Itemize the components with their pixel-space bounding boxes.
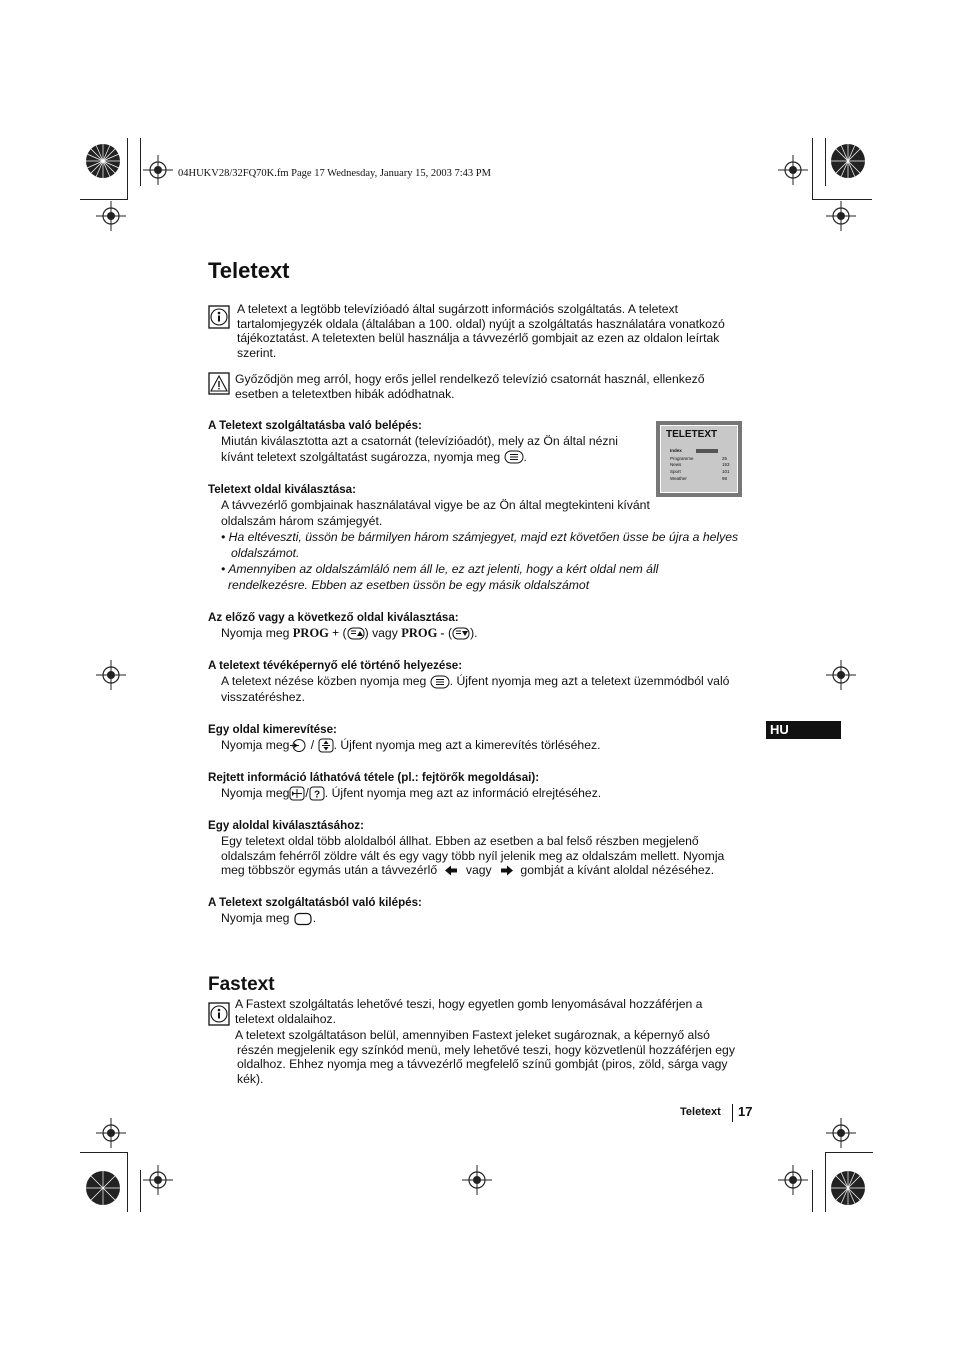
fastext-text-1: A Fastext szolgáltatás lehetővé teszi, hogy egyetlen gomb lenyomásával hozzáférjen a teletext oldalaihoz. xyxy=(235,997,703,1026)
registration-crosshair-icon xyxy=(96,1118,126,1148)
registration-crosshair-icon xyxy=(96,660,126,690)
section-heading-exit: A Teletext szolgáltatásból való kilépés: xyxy=(208,896,422,909)
footer-section-label: Teletext xyxy=(680,1106,721,1118)
registration-crosshair-icon xyxy=(462,1165,492,1195)
language-tab: HU xyxy=(766,721,841,739)
registration-crosshair-icon xyxy=(143,1165,173,1195)
page-number: 17 xyxy=(738,1104,753,1119)
section-text-enter: Miután kiválasztotta azt a csatornát (televízióadót), mely az Ön által nézni kívánt teletext szolgáltatást sugározza, nyomja meg . xyxy=(221,434,618,464)
file-info: 04HUKV28/32FQ70K.fm Page 17 Wednesday, January 15, 2003 7:43 PM xyxy=(178,168,491,179)
section-text-subpage: Egy teletext oldal több aloldalból állhat. Ebben az esetben a bal felső részben megjelenő oldalszám fehérről zöldre vált és egy vagy több nyíl jelenik meg az oldalszám mellett. Nyomja meg többször egymás után a távvezérlő vagy gombját a kívánt aloldal nézéséhez. xyxy=(221,834,725,878)
freeze-button-icon xyxy=(318,738,334,753)
teletext-button-icon xyxy=(504,450,524,464)
registration-crosshair-icon xyxy=(826,1118,856,1148)
fastext-text-2: A teletext szolgáltatáson belül, amennyiben Fastext jeleket sugároznak, a képernyő alsó részén megjelenik egy színkód menü, mely lehetővé teszi, hogy közvetlenül hozzáférjen egy oldalhoz. Ehhez nyomja meg a távvezérlő megfelelő színű gombját (piros, zöld, sárga vagy kék). xyxy=(235,1028,735,1086)
teletext-screen-row: News xyxy=(670,462,682,467)
registration-sunburst-icon xyxy=(830,143,866,179)
section-title-fastext: Fastext xyxy=(208,974,275,995)
teletext-screen-row: Sport xyxy=(670,469,681,474)
section-text-prev-next: Nyomja meg PROG + ( ) vagy PROG - ( ). xyxy=(221,626,478,640)
registration-sunburst-icon xyxy=(830,1170,866,1206)
arrow-left-icon xyxy=(441,864,463,877)
bullet-item: • Ha eltéveszti, üssön be bármilyen három számjegyet, majd ezt követően üsse be újra a helyes oldalszámot. xyxy=(221,530,739,560)
section-text-freeze: Nyomja meg / . Újfent nyomja meg azt a kimerevítés törléséhez. xyxy=(221,738,601,752)
section-heading-prev-next: Az előző vagy a következő oldal kiválasztása: xyxy=(208,611,459,624)
registration-crosshair-icon xyxy=(778,1165,808,1195)
registration-crosshair-icon xyxy=(826,660,856,690)
svg-text:?: ? xyxy=(313,789,320,801)
tv-button-icon xyxy=(293,912,313,926)
section-heading-subpage: Egy aloldal kiválasztásához: xyxy=(208,819,364,832)
info-icon xyxy=(208,1002,230,1026)
info-icon xyxy=(208,305,230,329)
warning-icon xyxy=(208,372,230,395)
page-title: Teletext xyxy=(208,258,290,283)
hold-button-icon xyxy=(289,738,307,753)
section-text-overlay: A teletext nézése közben nyomja meg . Újfent nyomja meg azt a teletext üzemmódból való visszatéréshez. xyxy=(221,674,730,704)
section-heading-reveal: Rejtett információ láthatóvá tétele (pl.: fejtörők megoldásai): xyxy=(208,771,540,784)
section-heading-overlay: A teletext tévéképernyő elé történő helyezése: xyxy=(208,659,463,672)
index-button-icon xyxy=(289,786,305,801)
teletext-screen-row: Weather xyxy=(670,476,687,481)
section-text-select-page: A távvezérlő gombjainak használatával vigye be az Ön által megtekinteni kívánt oldalszám három számjegyét. xyxy=(221,498,650,528)
teletext-screen-row: Index xyxy=(670,448,682,453)
section-heading-select-page: Teletext oldal kiválasztása: xyxy=(208,483,356,496)
section-heading-freeze: Egy oldal kimerevítése: xyxy=(208,723,337,736)
registration-crosshair-icon xyxy=(96,201,126,231)
arrow-right-icon xyxy=(495,864,517,877)
section-text-exit: Nyomja meg . xyxy=(221,911,317,925)
registration-crosshair-icon xyxy=(778,155,808,185)
registration-sunburst-icon xyxy=(85,143,121,179)
section-text-reveal: Nyomja meg / ? . Újfent nyomja meg azt az információ elrejtéséhez. xyxy=(221,786,602,801)
prog-down-button-icon xyxy=(452,627,470,640)
teletext-warning-text: Győződjön meg arról, hogy erős jellel rendelkező televízió csatornát használ, ellenkező esetben a teletextben hibák adódhatnak. xyxy=(235,372,705,401)
teletext-info-text: A teletext a legtöbb televízióadó által sugárzott információs szolgáltatás. A teletext tartalomjegyzék oldala (általában a 100. oldal) nyújt a szolgáltatás használatára vonatkozó tájékoztatást. A teletexten belül használja a távvezérlő gombjait az ezen az oldalon leírtak szerint. xyxy=(237,302,725,360)
reveal-button-icon xyxy=(309,786,325,801)
registration-crosshair-icon xyxy=(826,201,856,231)
section-heading-enter: A Teletext szolgáltatásba való belépés: xyxy=(208,419,422,432)
teletext-button-icon xyxy=(430,675,450,689)
prog-up-button-icon xyxy=(347,627,365,640)
registration-sunburst-icon xyxy=(85,1170,121,1206)
teletext-screen-illustration: TELETEXT Index Programme 25 News 153 Sport 101 Weather 98 xyxy=(656,421,742,497)
footer-divider xyxy=(732,1104,733,1122)
bullet-item: • Amennyiben az oldalszámláló nem áll le, ez azt jelenti, hogy a kért oldal nem áll rendelkezésre. Ebben az esetben üssön be egy másik oldalszámot xyxy=(221,562,659,592)
registration-crosshair-icon xyxy=(143,155,173,185)
teletext-screen-row: Programme xyxy=(670,456,694,461)
teletext-screen-title: TELETEXT xyxy=(666,429,718,440)
